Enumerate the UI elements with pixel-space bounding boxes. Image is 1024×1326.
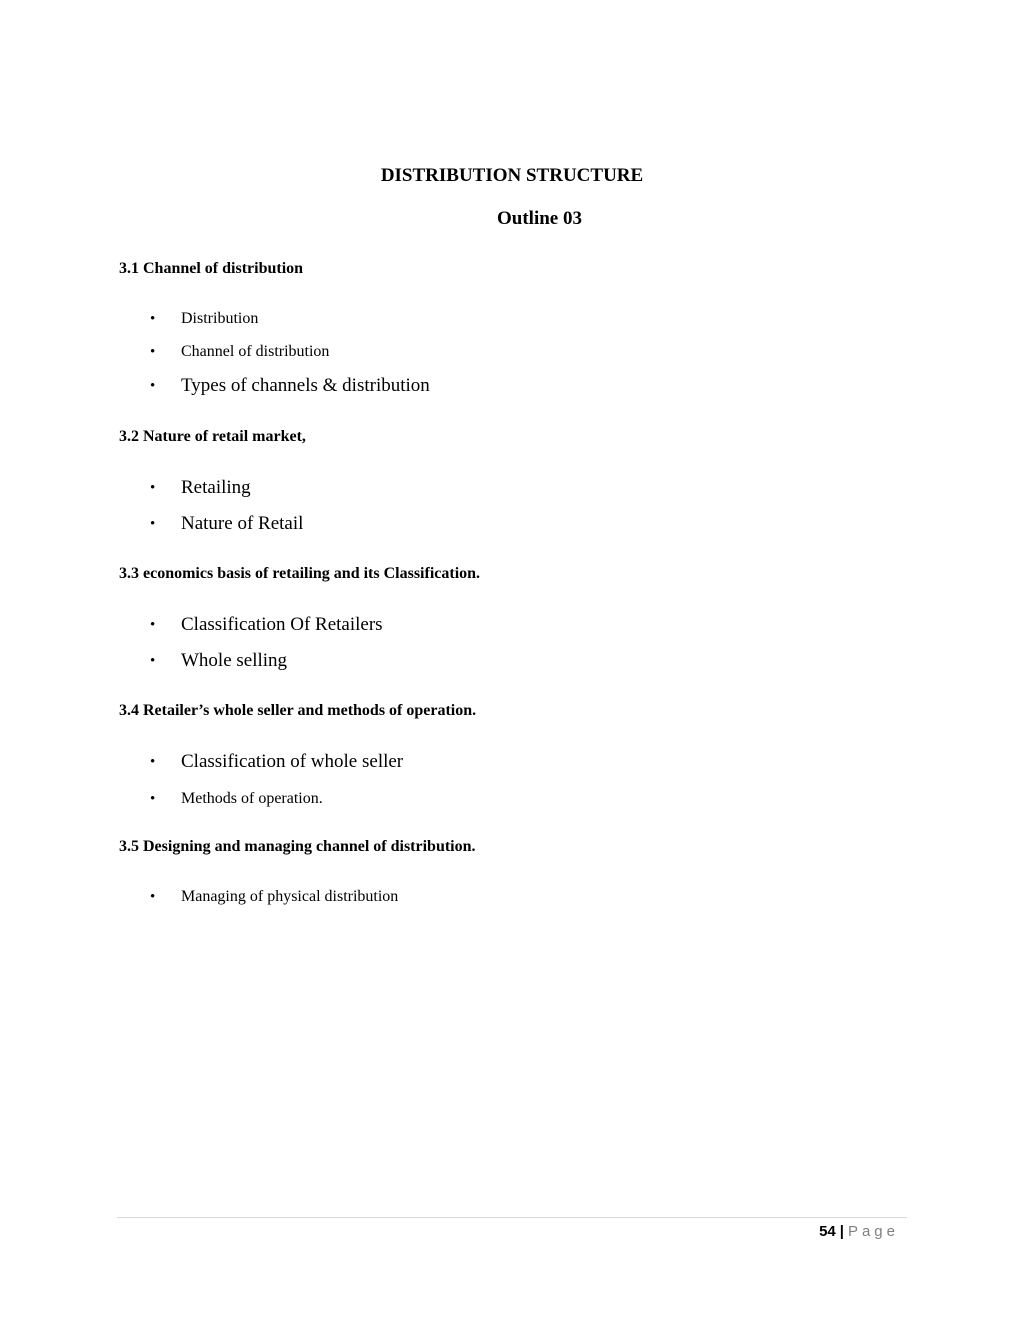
list-item-text: Retailing: [181, 477, 251, 498]
page-footer: [819, 1222, 899, 1242]
list-item-text: Distribution: [181, 310, 259, 327]
section-heading-3-4: 3.4 Retailer’s whole seller and methods of operation.: [119, 702, 477, 719]
footer-divider: [117, 1217, 907, 1218]
bullet-icon: •: [150, 889, 156, 905]
section-heading-3-1: 3.1 Channel of distribution: [119, 260, 304, 277]
list-item-text: Nature of Retail: [181, 513, 304, 534]
list-item-text: Classification Of Retailers: [181, 614, 383, 635]
bullet-icon: •: [150, 754, 156, 770]
list-item-text: Managing of physical distribution: [181, 888, 399, 905]
section-heading-3-5: 3.5 Designing and managing channel of distribution.: [119, 838, 476, 855]
list-item-text: Whole selling: [181, 650, 288, 671]
bullet-icon: •: [150, 791, 156, 807]
bullet-icon: •: [150, 653, 156, 669]
document-subtitle: Outline 03: [497, 208, 582, 229]
footer-separator: |: [839, 1223, 844, 1240]
bullet-icon: •: [150, 617, 156, 633]
bullet-icon: •: [150, 480, 156, 496]
bullet-icon: •: [150, 378, 156, 394]
page-label: Page: [847, 1223, 899, 1240]
section-heading-3-3: 3.3 economics basis of retailing and its Classification.: [119, 565, 481, 582]
page-number: 54: [819, 1223, 836, 1240]
bullet-icon: •: [150, 516, 156, 532]
document-title: DISTRIBUTION STRUCTURE: [380, 165, 644, 186]
list-item-text: Channel of distribution: [181, 343, 330, 360]
bullet-icon: •: [150, 311, 156, 327]
list-item-text: Classification of whole seller: [181, 751, 404, 772]
bullet-icon: •: [150, 344, 156, 360]
section-heading-3-2: 3.2 Nature of retail market,: [119, 428, 306, 445]
list-item-text: Types of channels & distribution: [181, 375, 430, 396]
list-item-text: Methods of operation.: [181, 790, 323, 807]
